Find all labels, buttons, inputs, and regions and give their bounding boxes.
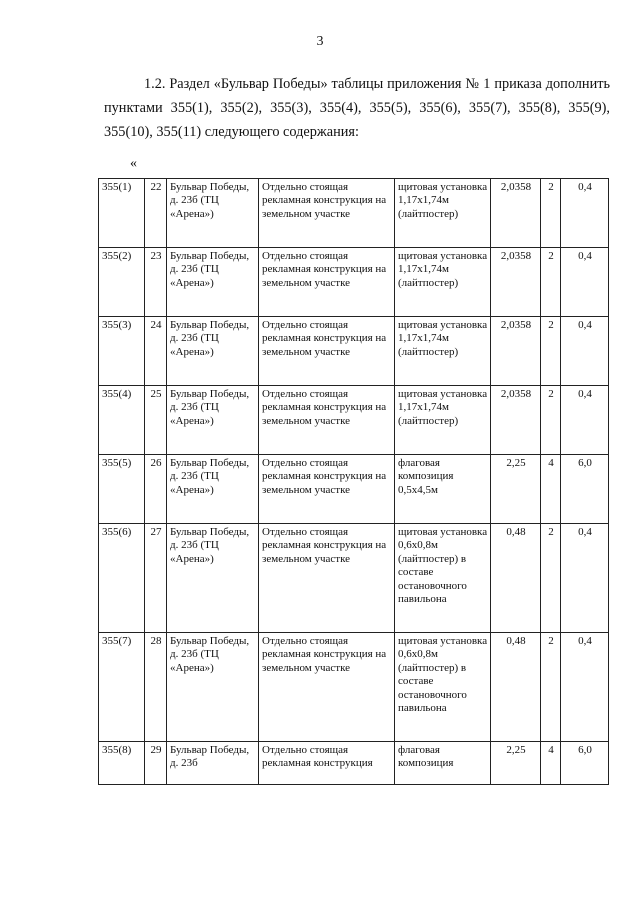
- table-row: [99, 317, 609, 386]
- table-row: [99, 742, 609, 785]
- structure-type-cell: Отдельно стоящая рекламная конструкция на земельном участке: [259, 317, 395, 386]
- address-cell: Бульвар Победы, д. 23б (ТЦ «Арена»): [167, 524, 259, 633]
- value-cell: 0,4: [561, 524, 609, 633]
- table-row: [99, 455, 609, 524]
- intro-text: 1.2. Раздел «Бульвар Победы» таблицы приложения № 1 приказа дополнить пунктами 355(1), 355(2), 355(3), 355(4), 355(5), 355(6), 355(7), 355(8), 355(9), 355(10), 355(11) следующего содержания:: [104, 76, 610, 140]
- area-cell: 2,25: [491, 455, 541, 524]
- structure-type-cell: Отдельно стоящая рекламная конструкция: [259, 742, 395, 785]
- structure-type-cell: Отдельно стоящая рекламная конструкция на земельном участке: [259, 633, 395, 742]
- area-cell: 0,48: [491, 524, 541, 633]
- address-cell: Бульвар Победы, д. 23б (ТЦ «Арена»): [167, 455, 259, 524]
- value-cell: 6,0: [561, 742, 609, 785]
- address-cell: Бульвар Победы, д. 23б (ТЦ «Арена»): [167, 179, 259, 248]
- item-number: 355(1): [99, 179, 145, 248]
- value-cell: 6,0: [561, 455, 609, 524]
- address-cell: Бульвар Победы, д. 23б (ТЦ «Арена»): [167, 317, 259, 386]
- description-cell: щитовая установка 1,17х1,74м (лайтпостер): [395, 179, 491, 248]
- address-cell: Бульвар Победы, д. 23б (ТЦ «Арена»): [167, 633, 259, 742]
- item-number: 355(5): [99, 455, 145, 524]
- table-row: [99, 248, 609, 317]
- page-number: 3: [316, 34, 324, 49]
- address-cell: Бульвар Победы, д. 23б (ТЦ «Арена»): [167, 248, 259, 317]
- item-number: 355(4): [99, 386, 145, 455]
- location-index: 29: [145, 742, 167, 785]
- structure-type-cell: Отдельно стоящая рекламная конструкция на земельном участке: [259, 455, 395, 524]
- location-index: 23: [145, 248, 167, 317]
- area-cell: 2,0358: [491, 248, 541, 317]
- table-row: [99, 524, 609, 633]
- area-cell: 2,0358: [491, 317, 541, 386]
- area-cell: 0,48: [491, 633, 541, 742]
- description-cell: щитовая установка 1,17х1,74м (лайтпостер): [395, 248, 491, 317]
- sides-cell: 2: [541, 248, 561, 317]
- value-cell: 0,4: [561, 248, 609, 317]
- structure-type-cell: Отдельно стоящая рекламная конструкция на земельном участке: [259, 524, 395, 633]
- advertising-structures-table: [98, 178, 609, 785]
- value-cell: 0,4: [561, 317, 609, 386]
- location-index: 24: [145, 317, 167, 386]
- address-cell: Бульвар Победы, д. 23б: [167, 742, 259, 785]
- value-cell: 0,4: [561, 179, 609, 248]
- value-cell: 0,4: [561, 633, 609, 742]
- item-number: 355(3): [99, 317, 145, 386]
- value-cell: 0,4: [561, 386, 609, 455]
- area-cell: 2,0358: [491, 179, 541, 248]
- item-number: 355(7): [99, 633, 145, 742]
- sides-cell: 4: [541, 742, 561, 785]
- location-index: 27: [145, 524, 167, 633]
- description-cell: щитовая установка 0,6х0,8м (лайтпостер) в составе остановочного павильона: [395, 524, 491, 633]
- location-index: 25: [145, 386, 167, 455]
- structure-type-cell: Отдельно стоящая рекламная конструкция на земельном участке: [259, 248, 395, 317]
- description-cell: флаговая композиция: [395, 742, 491, 785]
- location-index: 26: [145, 455, 167, 524]
- location-index: 22: [145, 179, 167, 248]
- sides-cell: 2: [541, 633, 561, 742]
- sides-cell: 4: [541, 455, 561, 524]
- sides-cell: 2: [541, 386, 561, 455]
- structure-type-cell: Отдельно стоящая рекламная конструкция на земельном участке: [259, 179, 395, 248]
- sides-cell: 2: [541, 179, 561, 248]
- table-row: [99, 633, 609, 742]
- description-cell: щитовая установка 0,6х0,8м (лайтпостер) в составе остановочного павильона: [395, 633, 491, 742]
- table-row: [99, 386, 609, 455]
- area-cell: 2,25: [491, 742, 541, 785]
- area-cell: 2,0358: [491, 386, 541, 455]
- structure-type-cell: Отдельно стоящая рекламная конструкция на земельном участке: [259, 386, 395, 455]
- table-row: [99, 179, 609, 248]
- opening-quote: «: [130, 156, 137, 171]
- sides-cell: 2: [541, 317, 561, 386]
- item-number: 355(8): [99, 742, 145, 785]
- item-number: 355(2): [99, 248, 145, 317]
- intro-paragraph: [104, 72, 610, 144]
- description-cell: щитовая установка 1,17х1,74м (лайтпостер): [395, 317, 491, 386]
- description-cell: щитовая установка 1,17х1,74м (лайтпостер): [395, 386, 491, 455]
- description-cell: флаговая композиция 0,5х4,5м: [395, 455, 491, 524]
- item-number: 355(6): [99, 524, 145, 633]
- sides-cell: 2: [541, 524, 561, 633]
- location-index: 28: [145, 633, 167, 742]
- address-cell: Бульвар Победы, д. 23б (ТЦ «Арена»): [167, 386, 259, 455]
